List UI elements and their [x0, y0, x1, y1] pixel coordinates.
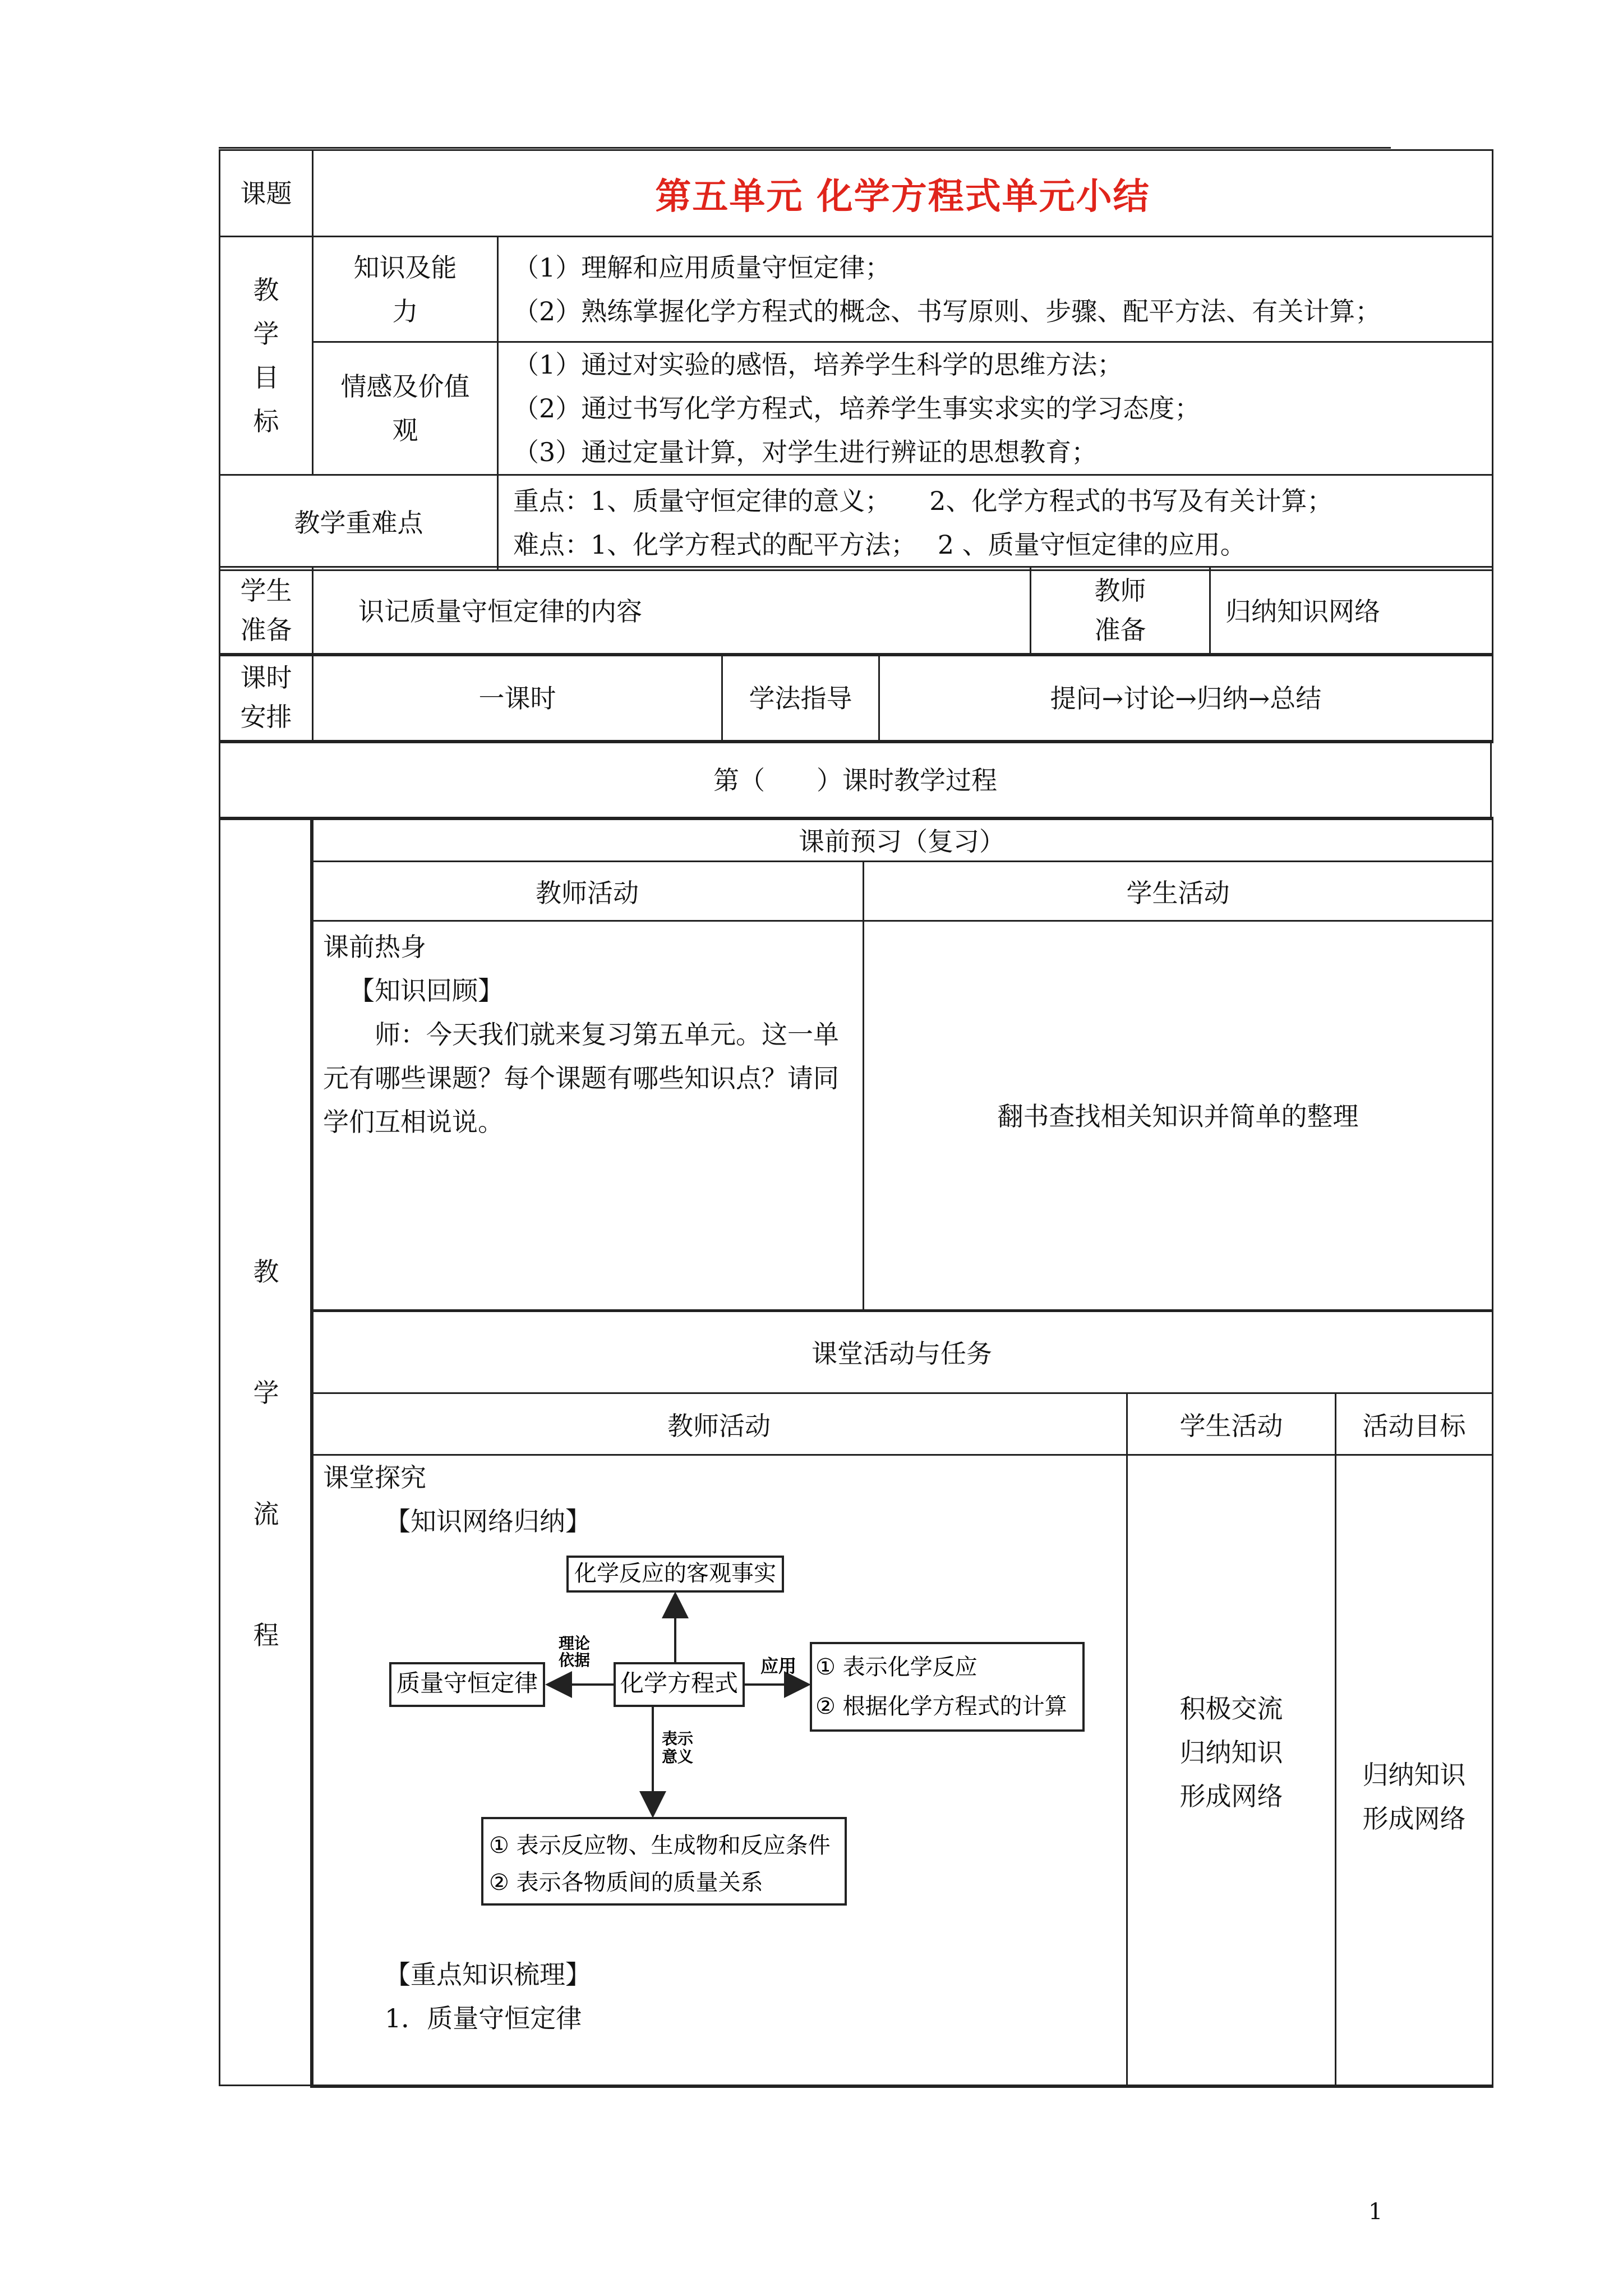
topic-label: 课题	[220, 150, 313, 237]
key-points	[498, 475, 1493, 570]
schedule-label-text: 课时安排	[240, 662, 292, 732]
flow-label-char: 程	[253, 1619, 279, 1650]
student-activity-line: 归纳知识	[1179, 1737, 1283, 1768]
classroom-goal-col: 活动目标	[1336, 1393, 1493, 1455]
process-title: 第（ ）课时教学过程	[220, 741, 1491, 820]
key-item: 1．质量守恒定律	[385, 2003, 582, 2033]
right-item: ② 根据化学方程式的计算	[815, 1694, 1067, 1719]
schedule-value: 一课时	[313, 654, 722, 743]
top-box-label: 化学反应的客观事实	[574, 1561, 776, 1586]
objectives-label-text: 教学目标	[253, 275, 279, 436]
values-item: （3）通过定量计算，对学生进行辨证的思想教育；	[513, 437, 1098, 467]
student-prep-label-text: 学生准备	[240, 575, 292, 645]
right-edge-label: 应用	[760, 1655, 797, 1677]
preview-teacher-activity	[311, 921, 864, 1312]
values-item: （2）通过书写化学方程式，培养学生事实求实的学习态度；	[513, 393, 1201, 424]
process-title-table	[219, 740, 1492, 820]
values-items	[498, 342, 1493, 475]
student-activity-line: 形成网络	[1179, 1781, 1283, 1811]
schedule-table	[219, 653, 1493, 743]
student-prep-text: 识记质量守恒定律的内容	[313, 567, 1031, 656]
values-item: （1）通过对实验的感悟，培养学生科学的思维方法；	[513, 349, 1123, 380]
values-label	[313, 342, 498, 475]
flow-label	[220, 1251, 312, 1652]
knowledge-label	[313, 237, 498, 342]
student-activity-line: 积极交流	[1179, 1694, 1283, 1724]
top-rule	[219, 147, 1391, 149]
flow-label-cell	[220, 818, 313, 2086]
preview-student-text: 翻书查找相关知识并简单的整理	[864, 921, 1493, 1312]
review-tag: 【知识回顾】	[349, 976, 504, 1006]
prep-table	[219, 566, 1493, 656]
goal-line: 形成网络	[1362, 1803, 1466, 1834]
teacher-prep-text: 归纳知识网络	[1210, 567, 1493, 656]
warmup-heading: 课前热身	[323, 932, 426, 962]
knowledge-item: （1）理解和应用质量守恒定律；	[513, 252, 891, 283]
student-prep-label	[220, 567, 313, 656]
bottom-edge-label-2: 意义	[662, 1747, 694, 1766]
explore-heading: 课堂探究	[323, 1462, 426, 1493]
classroom-table	[310, 1309, 1493, 2088]
page-number: 1	[1368, 2199, 1383, 2225]
difficult-point-line: 难点：1、化学方程式的配平方法； 2 、质量守恒定律的应用。	[513, 529, 1246, 560]
goal-line: 归纳知识	[1362, 1760, 1466, 1790]
schedule-label	[220, 654, 313, 743]
classroom-goal	[1336, 1455, 1493, 2087]
left-edge-label-1: 理论	[559, 1634, 591, 1653]
preview-student-col: 学生活动	[864, 862, 1493, 921]
network-tag: 【知识网络归纳】	[385, 1506, 591, 1536]
bottom-edge-label-1: 表示	[662, 1729, 694, 1748]
method-value: 提问→讨论→归纳→总结	[879, 654, 1493, 743]
preview-teacher-text: 师：今天我们就来复习第五单元。这一单元有哪些课题？每个课题有哪些知识点？请同学们互相说说。	[323, 1019, 839, 1137]
page-title: 第五单元 化学方程式单元小结	[313, 150, 1493, 237]
knowledge-items	[498, 237, 1493, 342]
lesson-header-table	[219, 149, 1493, 571]
objectives-label	[220, 237, 313, 475]
preview-table	[310, 817, 1493, 1312]
key-points-label: 教学重难点	[220, 475, 498, 570]
values-label-text: 情感及价值观	[340, 371, 470, 445]
left-box-label: 质量守恒定律	[396, 1669, 538, 1697]
classroom-heading: 课堂活动与任务	[311, 1310, 1493, 1393]
key-point-line: 重点：1、质量守恒定律的意义； 2、化学方程式的书写及有关计算；	[513, 485, 1333, 516]
flow-label-char: 学	[253, 1377, 279, 1408]
teacher-prep-label-text: 教师准备	[1094, 575, 1146, 645]
teacher-prep-label	[1031, 567, 1210, 656]
preview-heading: 课前预习（复习）	[311, 818, 1493, 862]
method-label: 学法指导	[722, 654, 879, 743]
classroom-teacher-col: 教师活动	[311, 1393, 1127, 1455]
flow-label-char: 教	[253, 1256, 279, 1287]
knowledge-label-text: 知识及能力	[353, 252, 457, 326]
bottom-item: ① 表示反应物、生成物和反应条件	[489, 1833, 831, 1858]
classroom-student-activity	[1127, 1455, 1336, 2087]
knowledge-item: （2）熟练掌握化学方程式的概念、书写原则、步骤、配平方法、有关计算；	[513, 296, 1381, 326]
bottom-item: ② 表示各物质间的质量关系	[489, 1870, 763, 1895]
left-edge-label-2: 依据	[559, 1651, 591, 1669]
center-box-label: 化学方程式	[620, 1669, 739, 1697]
preview-teacher-col: 教师活动	[311, 862, 864, 921]
right-item: ① 表示化学反应	[815, 1654, 978, 1680]
key-tag: 【重点知识梳理】	[385, 1959, 591, 1990]
classroom-student-col: 学生活动	[1127, 1393, 1336, 1455]
flow-label-char: 流	[253, 1498, 279, 1529]
classroom-teacher-activity	[311, 1455, 1127, 2087]
